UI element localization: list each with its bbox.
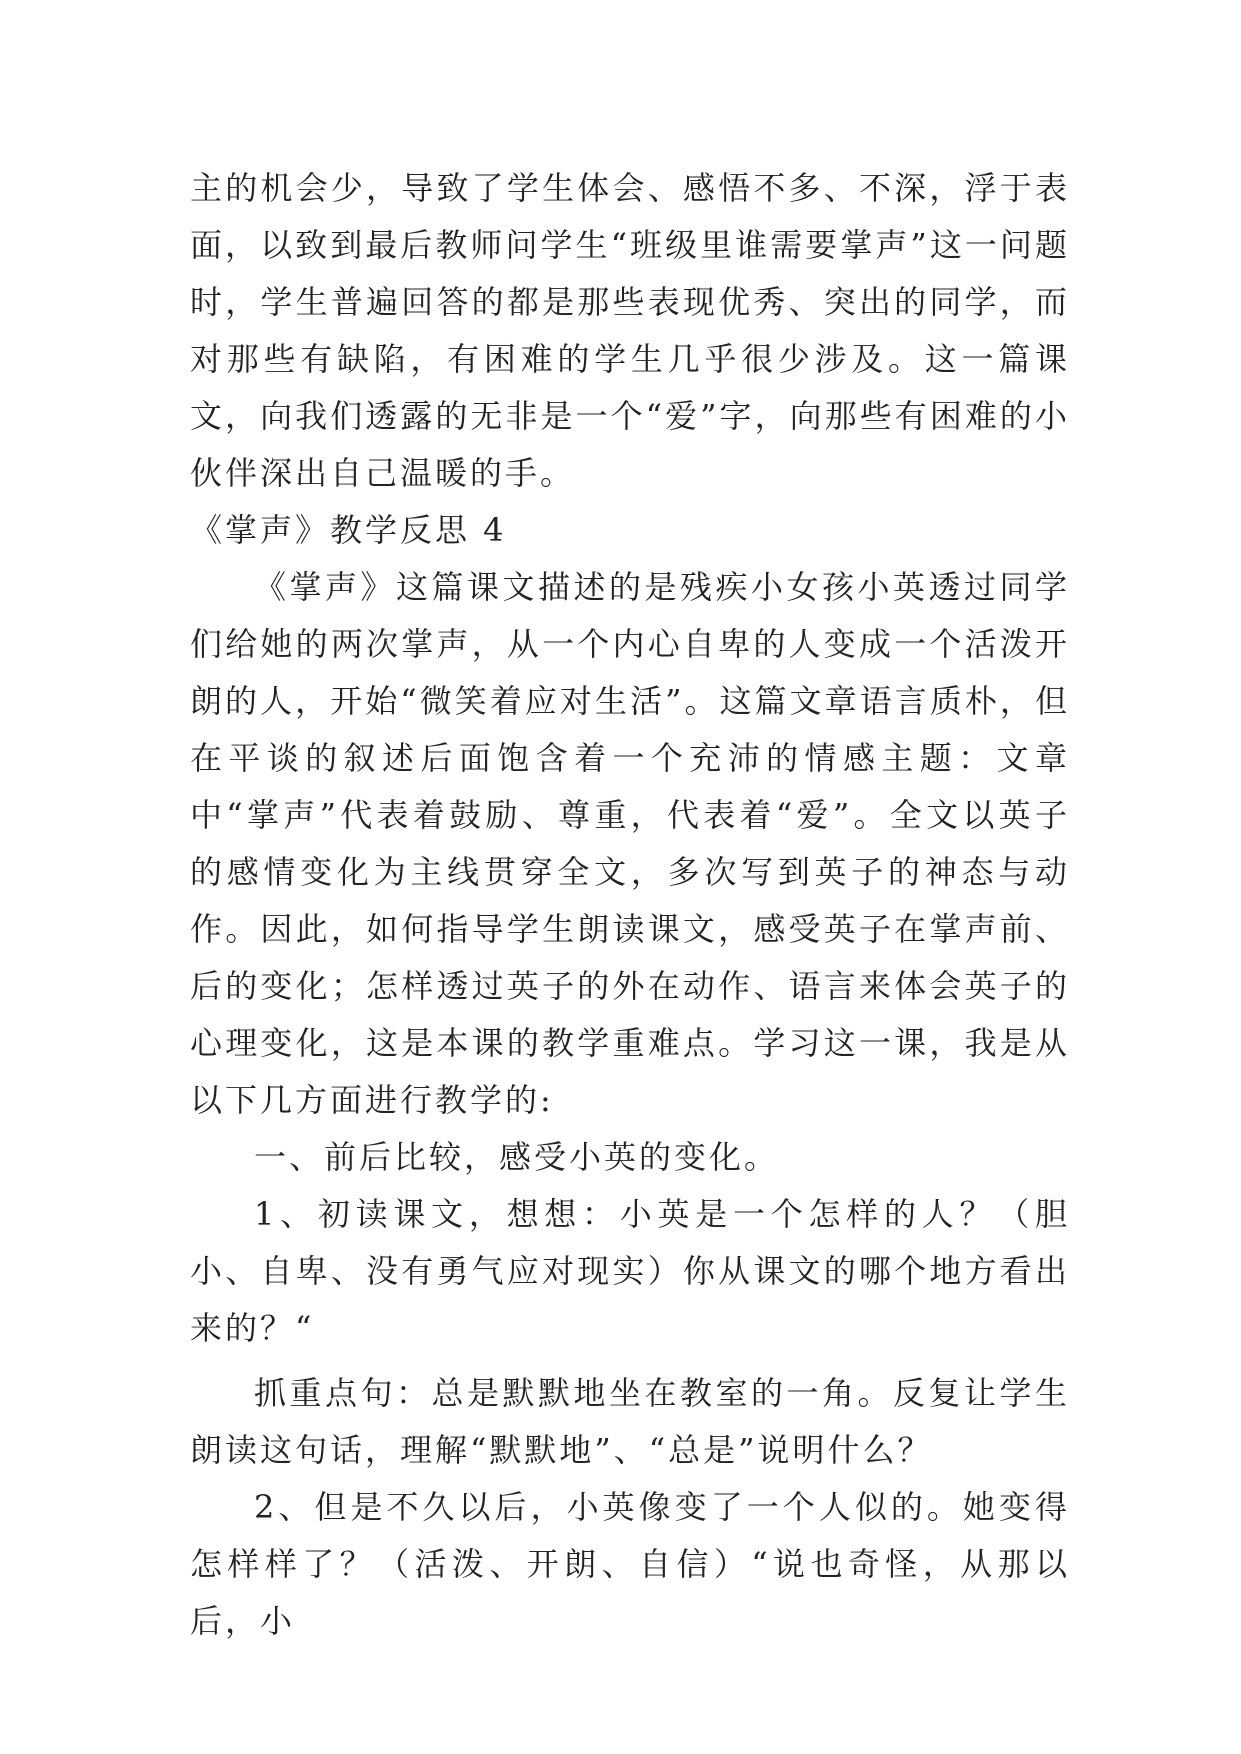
continuation-paragraph: 主的机会少，导致了学生体会、感悟不多、不深，浮于表面，以致到最后教师问学生“班级里谁需要掌声”这一问题时，学生普遍回答的都是那些表现优秀、突出的同学，而对那些有缺陷，有困难的学生几乎很少涉及。这一篇课文，向我们透露的无非是一个“爱”字，向那些有困难的小伙伴深出自己温暖的手。 xyxy=(190,169,1070,492)
body-paragraph: 一、前后比较，感受小英的变化。 xyxy=(254,1138,780,1176)
body-paragraph: 抓重点句：总是默默地坐在教室的一角。反复让学生朗读这句话，理解“默默地”、“总是”说明什么？ xyxy=(190,1374,1070,1469)
section-title: 《掌声》教学反思 4 xyxy=(190,511,507,549)
body-paragraph: 《掌声》这篇课文描述的是残疾小女孩小英透过同学们给她的两次掌声，从一个内心自卑的人变成一个活泼开朗的人，开始“微笑着应对生活”。这篇文章语言质朴，但在平谈的叙述后面饱含着一个充沛的情感主题：文章中“掌声”代表着鼓励、尊重，代表着“爱”。全文以英子的感情变化为主线贯穿全文，多次写到英子的神态与动作。因此，如何指导学生朗读课文，感受英子在掌声前、后的变化；怎样透过英子的外在动作、语言来体会英子的心理变化，这是本课的教学重难点。学习这一课，我是从以下几方面进行教学的: xyxy=(190,568,1070,1119)
body-paragraph: 1、初读课文，想想：小英是一个怎样的人？（胆小、自卑、没有勇气应对现实）你从课文的哪个地方看出来的？“ xyxy=(190,1195,1070,1347)
document-body xyxy=(190,160,1070,1650)
body-paragraph: 2、但是不久以后，小英像变了一个人似的。她变得怎样样了？（活泼、开朗、自信）“说也奇怪，从那以后，小 xyxy=(190,1488,1070,1640)
